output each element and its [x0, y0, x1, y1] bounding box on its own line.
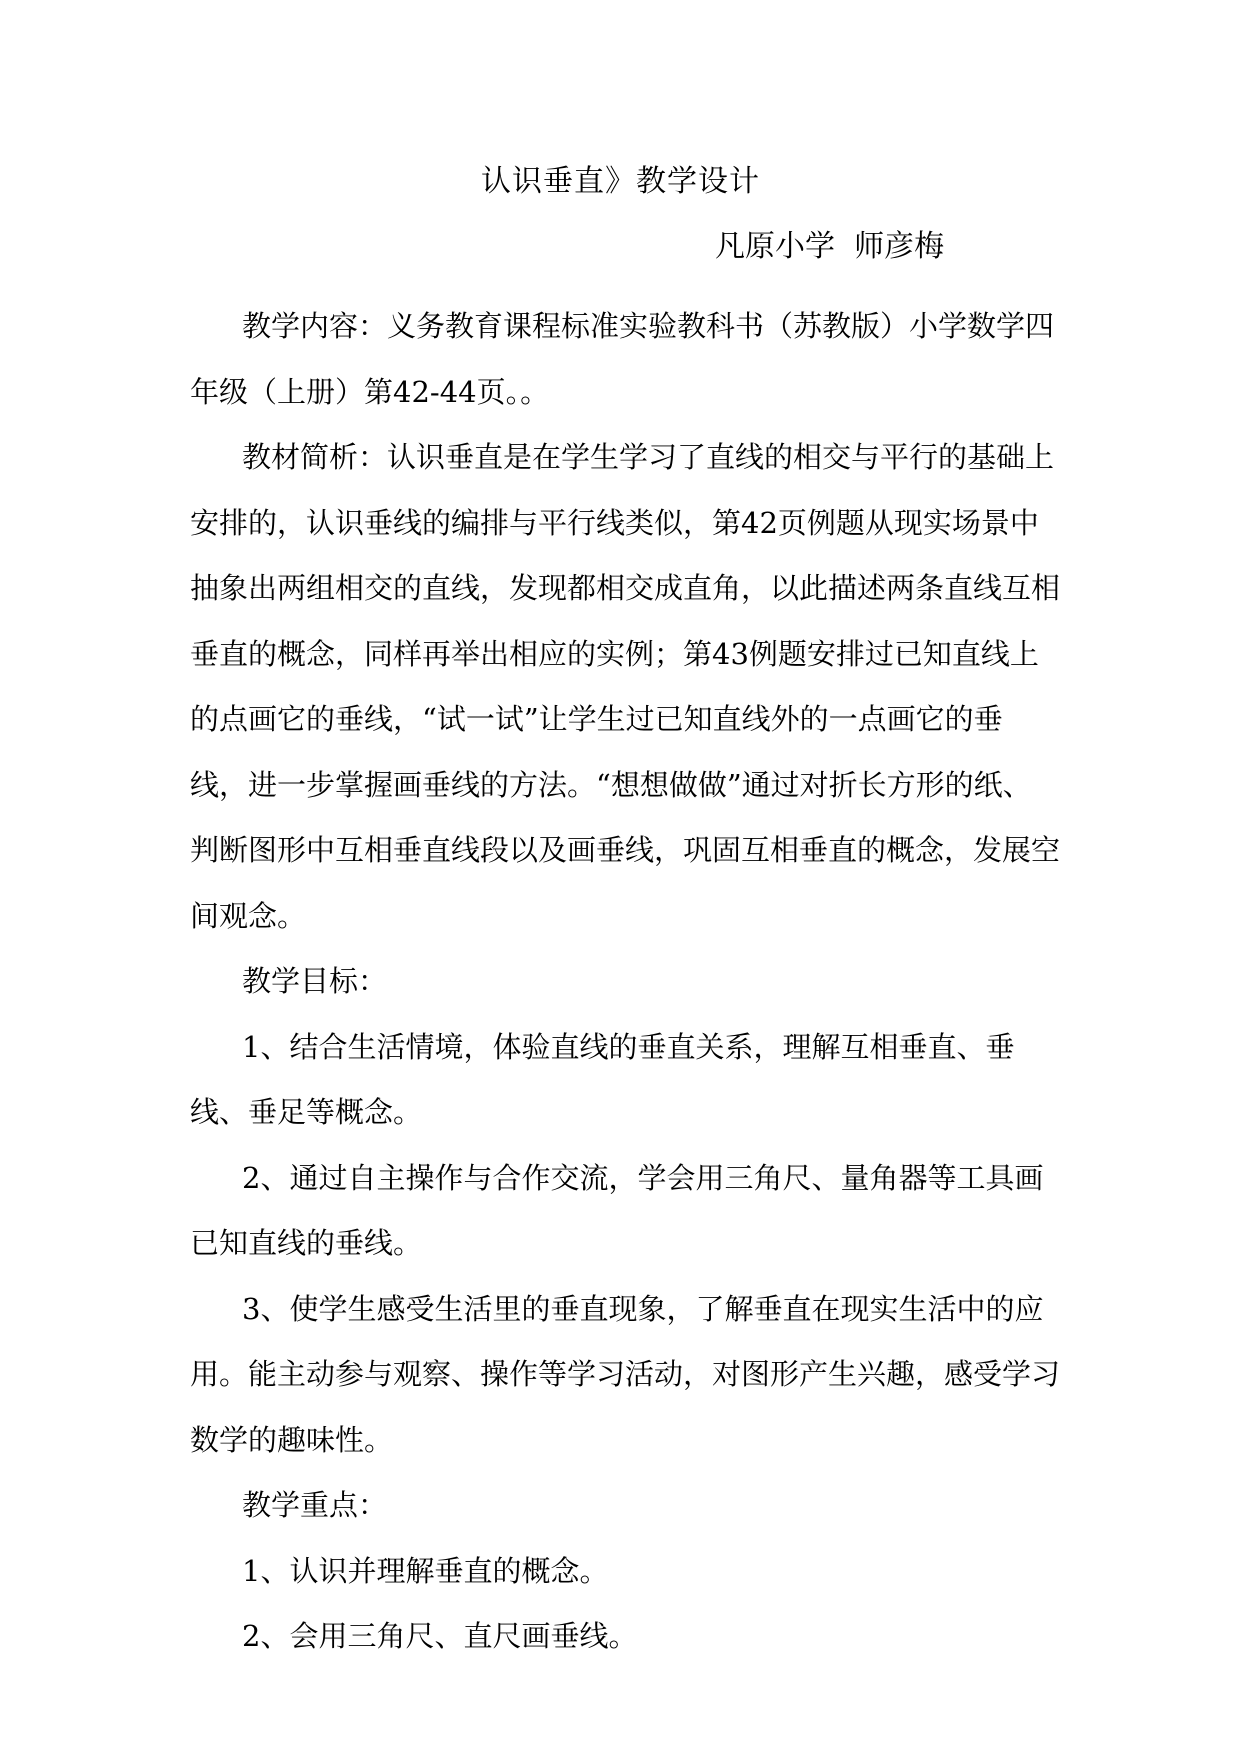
author-line: 凡原小学 师彦梅 [715, 229, 945, 264]
objectives-heading: 教学目标： [242, 964, 388, 998]
material-analysis-paragraph: 教材简析：认识垂直是在学生学习了直线的相交与平行的基础上安排的，认识垂线的编排与平行线类似，第42页例题从现实场景中抽象出两组相交的直线，发现都相交成直角，以此描述两条直线互相垂直的概念，同样再举出相应的实例；第43例题安排过已知直线上的点画它的垂线，“试一试”让学生过已知直线外的一点画它的垂线，进一步掌握画垂线的方法。“想想做做”通过对折长方形的纸、判断图形中互相垂直线段以及画垂线，巩固互相垂直的概念，发展空间观念。 [190, 440, 1061, 933]
document-title: 认识垂直》教学设计 [481, 164, 760, 199]
keypoints-heading: 教学重点： [242, 1488, 388, 1522]
document-body [190, 294, 1060, 1670]
keypoint-item-1: 1、认识并理解垂直的概念。 [242, 1553, 609, 1588]
objective-item-2: 2、通过自主操作与合作交流，学会用三角尺、量角器等工具画已知直线的垂线。 [190, 1160, 1044, 1260]
teaching-content-paragraph: 教学内容：义务教育课程标准实验教科书（苏教版）小学数学四年级（上册）第42-44页。。 [190, 309, 1055, 409]
objective-item-3: 3、使学生感受生活里的垂直现象，了解垂直在现实生活中的应用。能主动参与观察、操作等学习活动，对图形产生兴趣，感受学习数学的趣味性。 [190, 1291, 1061, 1457]
objective-item-1: 1、结合生活情境，体验直线的垂直关系，理解互相垂直、垂线、垂足等概念。 [190, 1029, 1015, 1129]
keypoint-item-2: 2、会用三角尺、直尺画垂线。 [242, 1619, 638, 1653]
